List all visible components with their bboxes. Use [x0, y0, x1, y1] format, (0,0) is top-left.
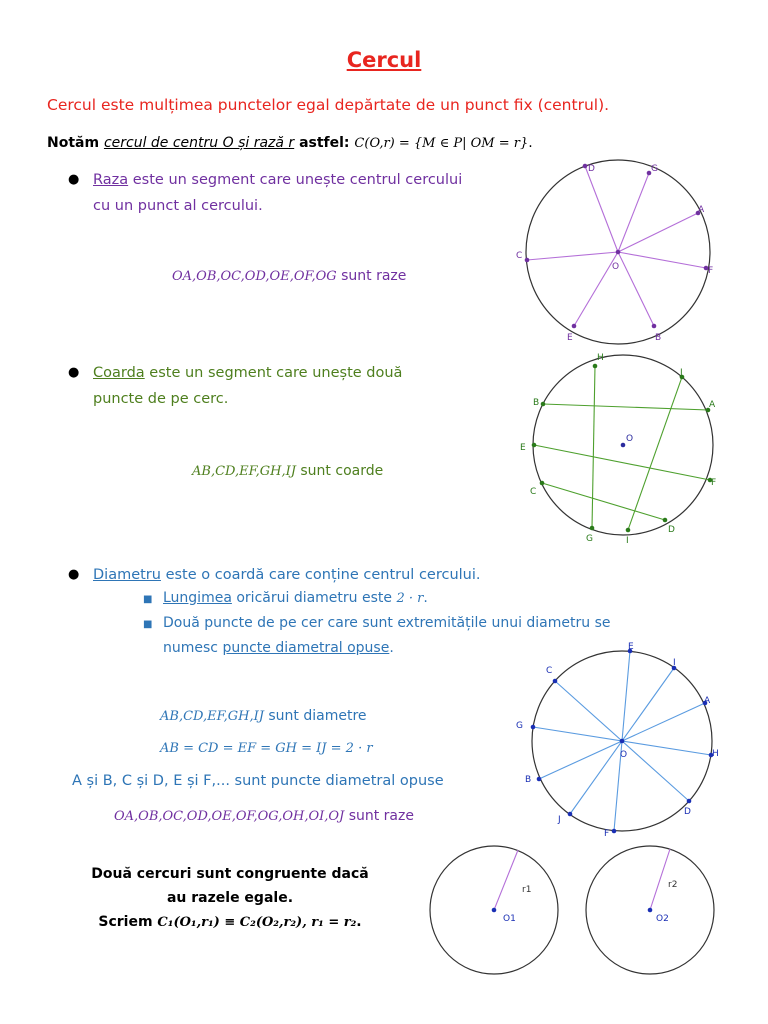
raza-examples-math: OA,OB,OC,OD,OE,OF,OG: [172, 269, 337, 284]
raza-label-b: B: [655, 333, 662, 343]
congruent-center-2: [648, 908, 653, 913]
congruent-line2: au razele egale.: [166, 890, 294, 906]
diametru-text: este o coardă care conține centrul cercului.: [160, 567, 481, 583]
page-title: Cercul: [346, 48, 422, 72]
diametru-sub2-pre: numesc: [163, 640, 223, 656]
coarda-label-a: A: [709, 400, 716, 410]
coarda-label-e: E: [520, 443, 526, 453]
bullet-icon: ●: [68, 365, 80, 380]
congruent-label-o2: O2: [656, 914, 669, 924]
coarda-figure: [515, 350, 725, 548]
raza-label-f: F: [708, 266, 714, 276]
raza-label-g: G: [651, 164, 658, 174]
raza-label-e: E: [567, 333, 573, 343]
coarda-label-f: F: [711, 478, 717, 488]
diametru-label-o: O: [620, 750, 628, 760]
raza-label-o: O: [612, 262, 620, 272]
diametru-sub2-term: puncte diametral opuse: [222, 640, 390, 656]
diametru-radii-suffix: sunt raze: [344, 808, 414, 824]
diametru-opposite: A și B, C și D, E și F,... sunt puncte diametral opuse: [72, 773, 444, 789]
congruent-figure: [424, 840, 724, 980]
circle-definition: Cercul este mulțimea punctelor egal depărtate de un punct fix (centrul).: [47, 96, 610, 114]
diametru-sub1-term: Lungimea: [163, 590, 232, 606]
raza-label-c: C: [516, 251, 523, 261]
congruent-line3-end: .: [356, 914, 362, 930]
congruent-radius-1: [494, 850, 518, 910]
congruent-label-r2: r2: [668, 880, 678, 890]
coarda-examples-suffix: sunt coarde: [295, 463, 384, 479]
diametru-label-d: D: [684, 807, 691, 817]
coarda-label-d: D: [668, 525, 675, 535]
notation-mid: astfel:: [294, 135, 355, 151]
coarda-label-o: O: [626, 434, 634, 444]
diametru-examples-math: AB,CD,EF,GH,IJ: [160, 709, 264, 724]
raza-text2: cu un punct al cercului.: [93, 198, 263, 214]
raza-text1: este un segment care unește centrul cercului: [128, 172, 463, 188]
coarda-label-c: C: [530, 487, 537, 497]
diametru-label-g: G: [516, 721, 523, 731]
congruent-text: [60, 862, 400, 935]
bullet-icon: ●: [68, 567, 80, 582]
diametru-label-i: I: [673, 658, 676, 668]
diametru-radii-math: OA,OB,OC,OD,OE,OF,OG,OH,OI,OJ: [114, 809, 345, 824]
diametru-sub2-end: .: [389, 640, 394, 656]
raza-definition: [68, 167, 463, 219]
coarda-label-h: H: [597, 353, 604, 363]
raza-examples-suffix: sunt raze: [336, 268, 407, 284]
coarda-definition: [68, 360, 403, 412]
congruent-center-1: [492, 908, 497, 913]
notation-term: cercul de centru O și rază r: [103, 135, 295, 151]
diametru-label-b: B: [525, 775, 532, 785]
congruent-line3: [60, 910, 400, 935]
raza-label-d: D: [588, 164, 595, 174]
diametru-label-c: C: [546, 666, 553, 676]
coarda-text2: puncte de pe cerc.: [93, 391, 229, 407]
coarda-label-i: I: [626, 536, 629, 546]
diametru-definition: [68, 562, 481, 588]
bullet-icon: ●: [68, 172, 80, 187]
raza-examples: [172, 268, 406, 284]
raza-figure: [508, 155, 733, 345]
raza-segments: [527, 166, 706, 326]
coarda-points: [621, 443, 626, 448]
square-bullet-icon: ■: [143, 594, 153, 605]
notation-lead: Notăm: [47, 135, 104, 151]
diametru-points: [531, 649, 714, 834]
coarda-text1: este un segment care unește două: [144, 365, 403, 381]
diametru-examples-suffix: sunt diametre: [263, 708, 367, 724]
coarda-chords: [534, 366, 710, 530]
diametru-examples: [160, 708, 367, 724]
diametru-sub1-end: .: [423, 590, 428, 606]
congruent-line1: Două cercuri sunt congruente dacă: [91, 866, 369, 882]
raza-term: Raza: [93, 172, 129, 188]
diametru-equation: AB = CD = EF = GH = IJ = 2 · r: [160, 741, 373, 756]
coarda-term: Coarda: [93, 365, 145, 381]
diametru-term: Diametru: [93, 567, 161, 583]
notation-line: [47, 135, 533, 151]
diametru-label-j: J: [558, 815, 561, 825]
congruent-line3-pre: Scriem: [98, 914, 158, 930]
diametru-label-e: E: [628, 642, 634, 652]
diametru-label-a: A: [704, 696, 711, 706]
coarda-label-g: G: [586, 534, 593, 544]
diametru-sub1-text: oricărui diametru este: [231, 590, 397, 606]
diametru-sub1-formula: 2 · r: [396, 591, 424, 606]
coarda-label-b: B: [533, 398, 540, 408]
notation-end: .: [528, 135, 533, 151]
diametru-figure: [510, 640, 735, 840]
congruent-radius-2: [650, 849, 670, 910]
coarda-examples: [192, 463, 383, 479]
raza-label-a: A: [698, 205, 705, 215]
notation-formula: C(O,r) = {M ∈ P| OM = r}: [354, 136, 529, 151]
diametru-sub1: [143, 586, 428, 611]
congruent-formula: C₁(O₁,r₁) ≡ C₂(O₂,r₂), r₁ = r₂: [157, 915, 357, 930]
diametru-radii: [114, 808, 414, 824]
diametru-sub2-line1: Două puncte de pe cer care sunt extremitățile unui diametru se: [163, 615, 611, 631]
diametru-label-h: H: [712, 749, 719, 759]
congruent-label-r1: r1: [522, 885, 532, 895]
coarda-label-j: J: [680, 368, 683, 378]
congruent-label-o1: O1: [503, 914, 516, 924]
diametru-label-f: F: [604, 829, 610, 839]
square-bullet-icon: ■: [143, 619, 153, 630]
coarda-examples-math: AB,CD,EF,GH,IJ: [192, 464, 296, 479]
